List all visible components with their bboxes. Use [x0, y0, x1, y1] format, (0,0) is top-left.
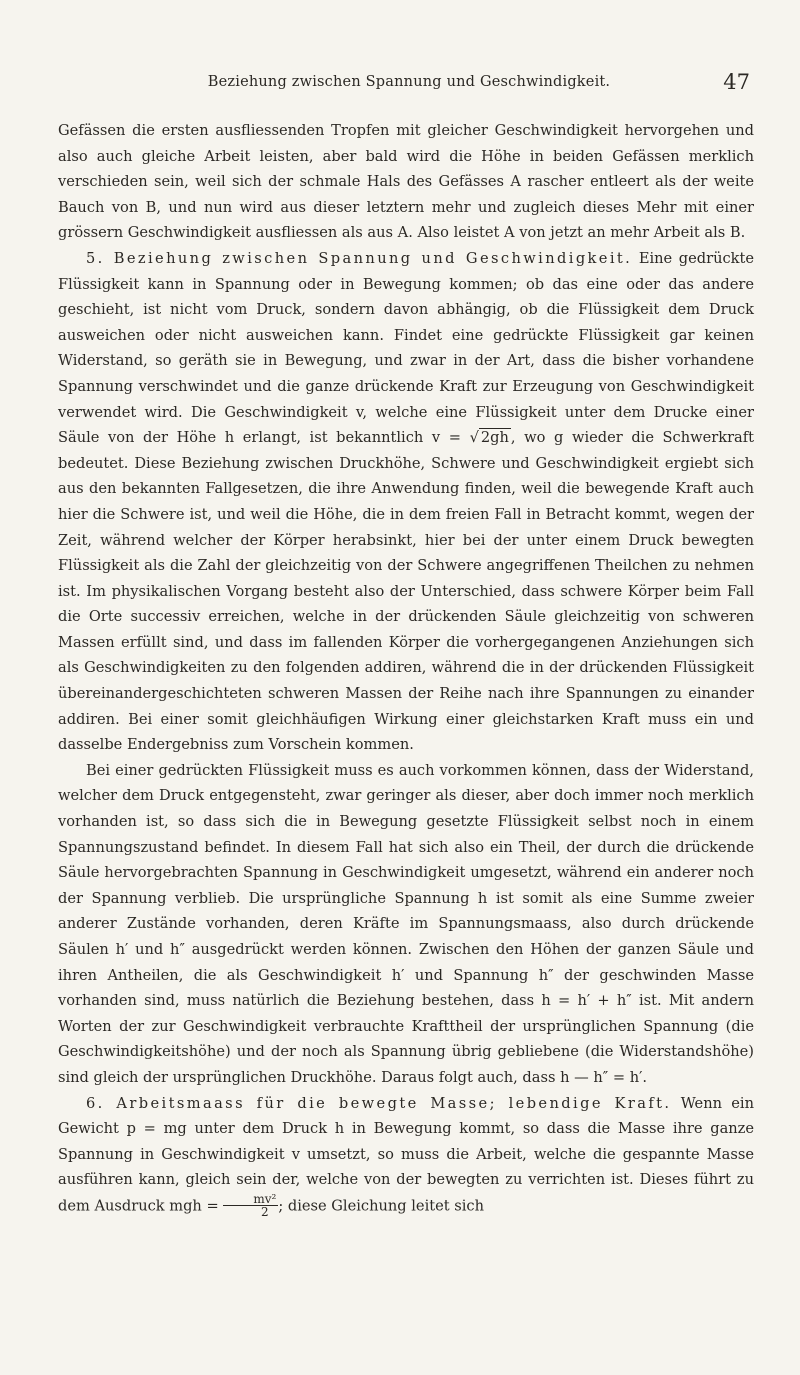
- kinetic-energy-fraction: [223, 1193, 278, 1218]
- paragraph-1-text: Gefässen die ersten ausfliessenden Tropfen mit gleicher Geschwindigkeit hervorgehen und also auch gleiche Arbeit leisten, aber bald wird die Höhe in beiden Gefässen merklich verschieden sein, weil sich der schmale Hals des Gefässes A rascher entleert als der weite Bauch von B, und nun wird aus dieser letztern mehr und zugleich dieses Mehr mit einer grössern Geschwindigkeit ausfliessen als aus A. Also leistet A von jetzt an mehr Arbeit als B.: [58, 122, 754, 242]
- running-title: Beziehung zwischen Spannung und Geschwindigkeit.: [207, 74, 611, 90]
- paragraph-2: [58, 246, 754, 758]
- paragraph-1: [58, 118, 754, 246]
- section-6-heading: 6. Arbeitsmaass für die bewegte Masse; lebendige Kraft.: [86, 1094, 672, 1112]
- paragraph-2-text-a: Eine gedrückte Flüssigkeit kann in Spannung oder in Bewegung kommen; ob das eine oder das andere geschieht, ist nicht vom Druck, sondern davon abhängig, ob die Flüssigkeit dem Druck ausweichen oder nicht ausweichen kann. Findet eine gedrückte Flüssigkeit gar keinen Widerstand, so geräth sie in Bewegung, und zwar in der Art, dass die bisher vorhandene Spannung verschwindet und die ganze drückende Kraft zur Erzeugung von Geschwindigkeit verwendet wird. Die Geschwindigkeit v, welche eine Flüssigkeit unter dem Drucke einer Säule von der Höhe h erlangt, ist bekanntlich v =: [58, 249, 755, 447]
- page-header: [58, 70, 760, 104]
- body-text: [58, 118, 754, 1219]
- paragraph-3: [58, 758, 754, 1091]
- paragraph-3-text: Bei einer gedrückten Flüssigkeit muss es auch vorkommen können, dass der Widerstand, welcher dem Druck entgegensteht, zwar geringer als dieser, aber doch immer noch merklich vorhanden ist, so dass sich die in Bewegung gesetzte Flüssigkeit selbst noch in einem Spannungszustand befindet. In diesem Fall hat sich also ein Theil, der durch die drückende Säule hervorgebrachten Spannung in Geschwindigkeit umgesetzt, während ein anderer noch der Spannung verblieb. Die ursprüngliche Spannung h ist somit als eine Summe zweier anderer Zustände vorhanden, deren Kräfte im Spannungsmaass, also durch drückende Säulen h′ und h″ ausgedrückt werden können. Zwischen den Höhen der ganzen Säule und ihren Antheilen, die als Geschwindigkeit h′ und Spannung h″ der geschwinden Masse vorhanden sind, muss natürlich die Beziehung bestehen, dass h = h′ + h″ ist. Mit andern Worten der zur Geschwindigkeit verbrauchte Krafttheil der ursprünglichen Spannung (die Geschwindigkeitshöhe) und der noch als Spannung übrig gebliebene (die Widerstandshöhe) sind gleich der ursprünglichen Druckhöhe. Daraus folgt auch, dass h — h″ = h′.: [58, 761, 754, 1086]
- fraction-denominator: 2: [261, 1204, 269, 1219]
- paragraph-4: [58, 1091, 754, 1220]
- paragraph-4-text-a: Wenn ein Gewicht p = mg unter dem Druck h in Bewegung kommt, so dass die Masse ihre ganze Spannung in Geschwindigkeit v umsetzt, so muss die Arbeit, welche die gespannte Masse ausführen kann, gleich sein der, welche von der bewegten zu verrichten ist. Dieses führt zu dem Ausdruck mgh =: [58, 1094, 754, 1215]
- paragraph-2-text-b: , wo g wieder die Schwerkraft bedeutet. Diese Beziehung zwischen Druckhöhe, Schwere und Geschwindigkeit ergiebt sich aus den bekannten Fallgesetzen, die ihre Anwendung finden, weil die bewegende Kraft auch hier die Schwere ist, und weil die Höhe, die in dem freien Fall in Betracht kommt, wegen der Zeit, während welcher der Körper herabsinkt, hier bei der unter einem Druck bewegten Flüssigkeit als die Zahl der gleichzeitig von der Schwere angegriffenen Theilchen zu nehmen ist. Im physikalischen Vorgang besteht also der Unterschied, dass schwere Körper beim Fall die Orte successiv erreichen, welche in der drückenden Säule gleichzeitig von schweren Massen erfüllt sind, und dass im fallenden Körper die vorhergegangenen Anziehungen sich als Geschwindigkeiten zu den folgenden addiren, während die in der drückenden Flüssigkeit übereinandergeschichteten schweren Massen der Reihe nach ihre Spannungen zu einander addiren. Bei einer somit gleichhäufigen Wirkung einer gleichstarken Kraft muss ein und dasselbe Endergebniss zum Vorschein kommen.: [58, 429, 755, 754]
- section-5-heading: 5. Beziehung zwischen Spannung und Geschwindigkeit.: [86, 249, 633, 267]
- sqrt-radicand: 2gh: [480, 429, 509, 447]
- velocity-formula: √ 2gh: [469, 429, 509, 447]
- page-number: 47: [723, 70, 750, 94]
- fraction-numerator: mv²: [223, 1193, 278, 1206]
- paragraph-4-text-b: ; diese Gleichung leitet sich: [278, 1197, 484, 1215]
